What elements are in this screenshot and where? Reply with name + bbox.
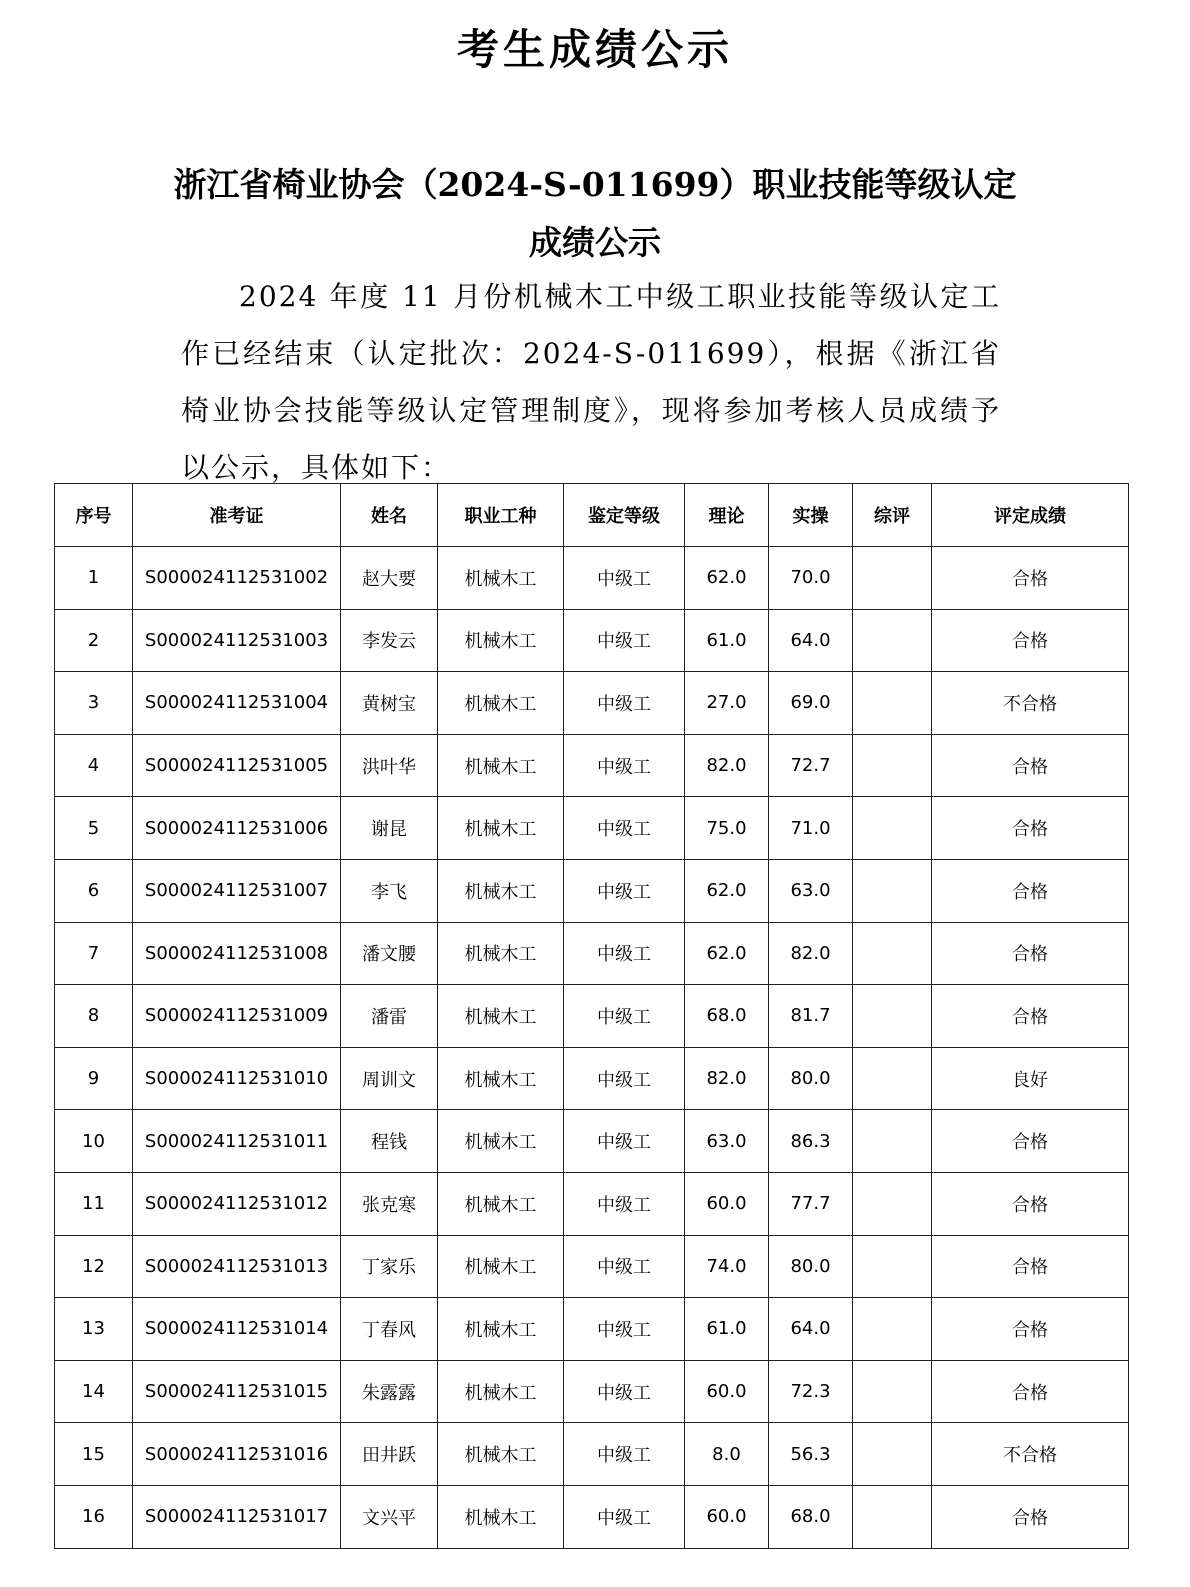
header-result: 评定成绩 bbox=[932, 484, 1129, 547]
cell-trade: 机械木工 bbox=[438, 797, 564, 860]
cell-overall bbox=[853, 547, 932, 610]
cell-result: 不合格 bbox=[932, 1423, 1129, 1486]
table-row bbox=[55, 797, 1129, 860]
cell-ticket: S000024112531010 bbox=[133, 1047, 341, 1110]
cell-ticket: S000024112531015 bbox=[133, 1360, 341, 1423]
header-index: 序号 bbox=[55, 484, 133, 547]
cell-result: 合格 bbox=[932, 859, 1129, 922]
cell-level: 中级工 bbox=[564, 1485, 685, 1548]
table-row bbox=[55, 859, 1129, 922]
cell-overall bbox=[853, 1172, 932, 1235]
cell-practice: 63.0 bbox=[769, 859, 853, 922]
cell-overall bbox=[853, 1423, 932, 1486]
cell-result: 合格 bbox=[932, 922, 1129, 985]
cell-trade: 机械木工 bbox=[438, 1235, 564, 1298]
cell-theory: 60.0 bbox=[685, 1172, 769, 1235]
cell-ticket: S000024112531011 bbox=[133, 1110, 341, 1173]
cell-ticket: S000024112531006 bbox=[133, 797, 341, 860]
cell-practice: 56.3 bbox=[769, 1423, 853, 1486]
cell-level: 中级工 bbox=[564, 1172, 685, 1235]
cell-trade: 机械木工 bbox=[438, 1110, 564, 1173]
cell-result: 合格 bbox=[932, 547, 1129, 610]
cell-name: 赵大要 bbox=[341, 547, 438, 610]
cell-result: 良好 bbox=[932, 1047, 1129, 1110]
cell-index: 5 bbox=[55, 797, 133, 860]
cell-overall bbox=[853, 985, 932, 1048]
cell-practice: 80.0 bbox=[769, 1047, 853, 1110]
cell-practice: 64.0 bbox=[769, 1298, 853, 1361]
cell-index: 9 bbox=[55, 1047, 133, 1110]
cell-ticket: S000024112531008 bbox=[133, 922, 341, 985]
table-row bbox=[55, 1298, 1129, 1361]
cell-trade: 机械木工 bbox=[438, 1485, 564, 1548]
cell-overall bbox=[853, 1360, 932, 1423]
cell-index: 14 bbox=[55, 1360, 133, 1423]
cell-practice: 77.7 bbox=[769, 1172, 853, 1235]
cell-index: 2 bbox=[55, 609, 133, 672]
cell-result: 合格 bbox=[932, 1110, 1129, 1173]
cell-theory: 62.0 bbox=[685, 859, 769, 922]
cell-index: 8 bbox=[55, 985, 133, 1048]
cell-ticket: S000024112531003 bbox=[133, 609, 341, 672]
table-header-row bbox=[55, 484, 1129, 547]
cell-practice: 86.3 bbox=[769, 1110, 853, 1173]
cell-ticket: S000024112531017 bbox=[133, 1485, 341, 1548]
cell-theory: 82.0 bbox=[685, 734, 769, 797]
cell-result: 合格 bbox=[932, 797, 1129, 860]
cell-trade: 机械木工 bbox=[438, 1298, 564, 1361]
header-theory: 理论 bbox=[685, 484, 769, 547]
cell-index: 10 bbox=[55, 1110, 133, 1173]
cell-ticket: S000024112531002 bbox=[133, 547, 341, 610]
table-row bbox=[55, 1423, 1129, 1486]
cell-theory: 8.0 bbox=[685, 1423, 769, 1486]
cell-result: 合格 bbox=[932, 1172, 1129, 1235]
cell-practice: 80.0 bbox=[769, 1235, 853, 1298]
cell-overall bbox=[853, 1298, 932, 1361]
cell-trade: 机械木工 bbox=[438, 734, 564, 797]
cell-trade: 机械木工 bbox=[438, 1423, 564, 1486]
cell-level: 中级工 bbox=[564, 734, 685, 797]
cell-name: 谢昆 bbox=[341, 797, 438, 860]
table-row bbox=[55, 922, 1129, 985]
cell-practice: 70.0 bbox=[769, 547, 853, 610]
cell-name: 朱露露 bbox=[341, 1360, 438, 1423]
cell-name: 丁家乐 bbox=[341, 1235, 438, 1298]
scores-table bbox=[54, 483, 1129, 1549]
header-trade: 职业工种 bbox=[438, 484, 564, 547]
cell-level: 中级工 bbox=[564, 1235, 685, 1298]
cell-index: 1 bbox=[55, 547, 133, 610]
cell-practice: 81.7 bbox=[769, 985, 853, 1048]
cell-theory: 62.0 bbox=[685, 547, 769, 610]
cell-result: 合格 bbox=[932, 1360, 1129, 1423]
cell-overall bbox=[853, 922, 932, 985]
cell-overall bbox=[853, 1235, 932, 1298]
cell-index: 13 bbox=[55, 1298, 133, 1361]
table-row bbox=[55, 1110, 1129, 1173]
cell-result: 合格 bbox=[932, 1235, 1129, 1298]
document-subtitle bbox=[160, 156, 1030, 272]
cell-theory: 74.0 bbox=[685, 1235, 769, 1298]
cell-name: 李飞 bbox=[341, 859, 438, 922]
subtitle-line-2: 成绩公示 bbox=[529, 223, 661, 262]
cell-level: 中级工 bbox=[564, 1047, 685, 1110]
cell-practice: 72.3 bbox=[769, 1360, 853, 1423]
cell-ticket: S000024112531007 bbox=[133, 859, 341, 922]
cell-name: 李发云 bbox=[341, 609, 438, 672]
cell-theory: 61.0 bbox=[685, 609, 769, 672]
cell-overall bbox=[853, 1110, 932, 1173]
cell-overall bbox=[853, 609, 932, 672]
cell-index: 3 bbox=[55, 672, 133, 735]
page-title: 考生成绩公示 bbox=[456, 25, 733, 74]
cell-level: 中级工 bbox=[564, 1298, 685, 1361]
header-overall: 综评 bbox=[853, 484, 932, 547]
header-name: 姓名 bbox=[341, 484, 438, 547]
cell-name: 丁春风 bbox=[341, 1298, 438, 1361]
cell-name: 田井跃 bbox=[341, 1423, 438, 1486]
cell-ticket: S000024112531012 bbox=[133, 1172, 341, 1235]
cell-name: 张克寒 bbox=[341, 1172, 438, 1235]
cell-name: 潘雷 bbox=[341, 985, 438, 1048]
cell-trade: 机械木工 bbox=[438, 985, 564, 1048]
cell-theory: 82.0 bbox=[685, 1047, 769, 1110]
table-row bbox=[55, 1485, 1129, 1548]
table-body bbox=[55, 547, 1129, 1549]
cell-level: 中级工 bbox=[564, 1360, 685, 1423]
cell-index: 6 bbox=[55, 859, 133, 922]
cell-trade: 机械木工 bbox=[438, 672, 564, 735]
cell-theory: 60.0 bbox=[685, 1360, 769, 1423]
table-row bbox=[55, 985, 1129, 1048]
table-row bbox=[55, 547, 1129, 610]
cell-level: 中级工 bbox=[564, 859, 685, 922]
table-row bbox=[55, 1047, 1129, 1110]
cell-ticket: S000024112531016 bbox=[133, 1423, 341, 1486]
cell-index: 15 bbox=[55, 1423, 133, 1486]
cell-theory: 27.0 bbox=[685, 672, 769, 735]
cell-overall bbox=[853, 1047, 932, 1110]
cell-overall bbox=[853, 859, 932, 922]
cell-trade: 机械木工 bbox=[438, 1047, 564, 1110]
cell-theory: 62.0 bbox=[685, 922, 769, 985]
cell-index: 16 bbox=[55, 1485, 133, 1548]
cell-level: 中级工 bbox=[564, 609, 685, 672]
cell-result: 合格 bbox=[932, 734, 1129, 797]
cell-theory: 63.0 bbox=[685, 1110, 769, 1173]
cell-index: 4 bbox=[55, 734, 133, 797]
cell-name: 洪叶华 bbox=[341, 734, 438, 797]
cell-overall bbox=[853, 1485, 932, 1548]
cell-trade: 机械木工 bbox=[438, 547, 564, 610]
cell-theory: 60.0 bbox=[685, 1485, 769, 1548]
table-row bbox=[55, 1172, 1129, 1235]
cell-name: 程钱 bbox=[341, 1110, 438, 1173]
table-row bbox=[55, 1235, 1129, 1298]
cell-name: 文兴平 bbox=[341, 1485, 438, 1548]
cell-ticket: S000024112531004 bbox=[133, 672, 341, 735]
cell-index: 11 bbox=[55, 1172, 133, 1235]
header-practice: 实操 bbox=[769, 484, 853, 547]
cell-level: 中级工 bbox=[564, 922, 685, 985]
cell-trade: 机械木工 bbox=[438, 922, 564, 985]
cell-level: 中级工 bbox=[564, 1110, 685, 1173]
cell-practice: 71.0 bbox=[769, 797, 853, 860]
cell-level: 中级工 bbox=[564, 985, 685, 1048]
cell-overall bbox=[853, 734, 932, 797]
cell-name: 黄树宝 bbox=[341, 672, 438, 735]
cell-practice: 69.0 bbox=[769, 672, 853, 735]
cell-ticket: S000024112531005 bbox=[133, 734, 341, 797]
cell-result: 合格 bbox=[932, 1485, 1129, 1548]
cell-level: 中级工 bbox=[564, 1423, 685, 1486]
cell-practice: 72.7 bbox=[769, 734, 853, 797]
cell-index: 7 bbox=[55, 922, 133, 985]
cell-result: 合格 bbox=[932, 1298, 1129, 1361]
cell-theory: 75.0 bbox=[685, 797, 769, 860]
header-level: 鉴定等级 bbox=[564, 484, 685, 547]
cell-result: 合格 bbox=[932, 985, 1129, 1048]
cell-practice: 64.0 bbox=[769, 609, 853, 672]
cell-name: 周训文 bbox=[341, 1047, 438, 1110]
cell-theory: 68.0 bbox=[685, 985, 769, 1048]
cell-name: 潘文腰 bbox=[341, 922, 438, 985]
cell-trade: 机械木工 bbox=[438, 1172, 564, 1235]
cell-level: 中级工 bbox=[564, 797, 685, 860]
cell-ticket: S000024112531009 bbox=[133, 985, 341, 1048]
cell-trade: 机械木工 bbox=[438, 609, 564, 672]
table-row bbox=[55, 672, 1129, 735]
cell-trade: 机械木工 bbox=[438, 1360, 564, 1423]
announcement-paragraph: 2024 年度 11 月份机械木工中级工职业技能等级认定工作已经结束（认定批次：2024-S-011699），根据《浙江省椅业协会技能等级认定管理制度》，现将参加考核人员成绩予以公示，具体如下： bbox=[181, 280, 1001, 484]
cell-practice: 68.0 bbox=[769, 1485, 853, 1548]
cell-ticket: S000024112531013 bbox=[133, 1235, 341, 1298]
table-row bbox=[55, 734, 1129, 797]
header-ticket: 准考证 bbox=[133, 484, 341, 547]
cell-trade: 机械木工 bbox=[438, 859, 564, 922]
table-row bbox=[55, 609, 1129, 672]
cell-overall bbox=[853, 797, 932, 860]
cell-result: 不合格 bbox=[932, 672, 1129, 735]
table-row bbox=[55, 1360, 1129, 1423]
subtitle-line-1: 浙江省椅业协会（2024-S-011699）职业技能等级认定 bbox=[173, 165, 1017, 204]
cell-overall bbox=[853, 672, 932, 735]
cell-practice: 82.0 bbox=[769, 922, 853, 985]
cell-level: 中级工 bbox=[564, 672, 685, 735]
cell-result: 合格 bbox=[932, 609, 1129, 672]
cell-ticket: S000024112531014 bbox=[133, 1298, 341, 1361]
cell-theory: 61.0 bbox=[685, 1298, 769, 1361]
cell-level: 中级工 bbox=[564, 547, 685, 610]
cell-index: 12 bbox=[55, 1235, 133, 1298]
